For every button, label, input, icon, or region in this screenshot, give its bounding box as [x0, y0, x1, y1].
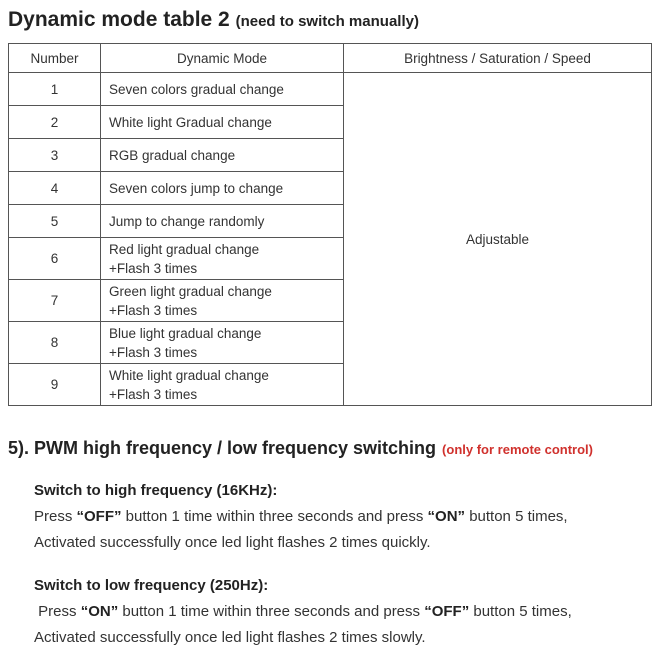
text-segment: button 5 times, — [465, 508, 568, 525]
mode-line: White light Gradual change — [109, 114, 272, 130]
high-frequency-instruction — [34, 504, 568, 530]
row-mode — [101, 364, 344, 406]
row-number: 3 — [9, 139, 101, 172]
dynamic-mode-table — [8, 43, 652, 406]
row-number: 9 — [9, 364, 101, 406]
low-frequency-block — [34, 573, 572, 651]
high-frequency-heading: Switch to high frequency (16KHz): — [34, 482, 278, 499]
mode-line-2: +Flash 3 times — [109, 302, 198, 318]
mode-line: Blue light gradual change — [109, 325, 262, 341]
row-mode — [101, 205, 344, 238]
off-keyword: “OFF” — [424, 603, 470, 620]
row-number: 4 — [9, 172, 101, 205]
low-frequency-result: Activated successfully once led light flashes 2 times slowly. — [34, 629, 426, 646]
row-mode — [101, 238, 344, 280]
table-header-row — [9, 44, 652, 73]
table-row — [9, 73, 652, 106]
text-segment: Press — [34, 603, 81, 620]
on-keyword: “ON” — [80, 603, 119, 620]
low-frequency-heading: Switch to low frequency (250Hz): — [34, 577, 269, 594]
row-mode — [101, 106, 344, 139]
mode-line: Seven colors gradual change — [109, 81, 284, 97]
mode-line-2: +Flash 3 times — [109, 260, 198, 276]
mode-line: Green light gradual change — [109, 283, 272, 299]
high-frequency-result: Activated successfully once led light flashes 2 times quickly. — [34, 534, 431, 551]
mode-line: RGB gradual change — [109, 147, 236, 163]
row-number: 2 — [9, 106, 101, 139]
row-mode — [101, 322, 344, 364]
table-title-text: Dynamic mode table 2 — [8, 8, 230, 31]
row-mode — [101, 172, 344, 205]
on-keyword: “ON” — [427, 508, 466, 525]
section-note: (only for remote control) — [442, 442, 593, 457]
mode-line: Seven colors jump to change — [109, 180, 284, 196]
section-title — [8, 438, 593, 459]
header-dynamic-mode: Dynamic Mode — [101, 44, 344, 73]
text-segment: Press — [34, 508, 77, 525]
row-number: 1 — [9, 73, 101, 106]
mode-line-2: +Flash 3 times — [109, 386, 198, 402]
header-brightness: Brightness / Saturation / Speed — [344, 44, 652, 73]
row-mode — [101, 139, 344, 172]
mode-line: Red light gradual change — [109, 241, 260, 257]
mode-line-2: +Flash 3 times — [109, 344, 198, 360]
text-segment: button 1 time within three seconds and press — [121, 508, 428, 525]
mode-line: Jump to change randomly — [109, 213, 265, 229]
row-number: 7 — [9, 280, 101, 322]
row-number: 6 — [9, 238, 101, 280]
section-title-text: 5). PWM high frequency / low frequency switching — [8, 438, 437, 458]
high-frequency-block — [34, 478, 568, 556]
header-number: Number — [9, 44, 101, 73]
low-frequency-instruction — [34, 599, 572, 625]
row-mode — [101, 73, 344, 106]
table-title-note: (need to switch manually) — [235, 13, 419, 30]
row-number: 5 — [9, 205, 101, 238]
text-segment: button 1 time within three seconds and press — [118, 603, 425, 620]
adjustable-cell: Adjustable — [344, 73, 652, 406]
table-title — [8, 8, 419, 32]
off-keyword: “OFF” — [76, 508, 122, 525]
text-segment: button 5 times, — [469, 603, 572, 620]
row-mode — [101, 280, 344, 322]
mode-line: White light gradual change — [109, 367, 269, 383]
row-number: 8 — [9, 322, 101, 364]
